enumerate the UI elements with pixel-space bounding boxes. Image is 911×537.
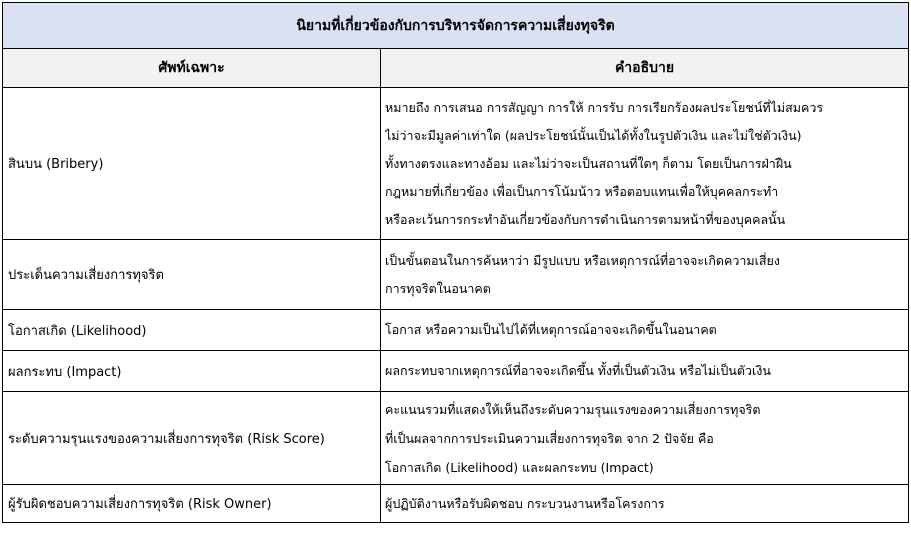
term-cell: ระดับความรุนแรงของความเสี่ยงการทุจริต (Risk Score) bbox=[3, 392, 381, 485]
term-cell: ผลกระทบ (Impact) bbox=[3, 351, 381, 392]
table-title-row bbox=[3, 3, 909, 49]
description-line: กฎหมายที่เกี่ยวข้อง เพื่อเป็นการโน้มน้าว หรือตอบแทนเพื่อให้บุคคลกระทำ bbox=[385, 183, 779, 199]
description-line: การทุจริตในอนาคต bbox=[385, 280, 491, 296]
description-cell bbox=[381, 485, 909, 523]
term-cell: สินบน (Bribery) bbox=[3, 88, 381, 240]
term-cell: ผู้รับผิดชอบความเสี่ยงการทุจริต (Risk Owner) bbox=[3, 485, 381, 523]
term-cell: ประเด็นความเสี่ยงการทุจริต bbox=[3, 240, 381, 310]
table-row bbox=[3, 88, 909, 240]
description-line: ผลกระทบจากเหตุการณ์ที่อาจจะเกิดขึ้น ทั้งที่เป็นตัวเงิน หรือไม่เป็นตัวเงิน bbox=[385, 363, 771, 378]
description-line: เป็นขั้นตอนในการค้นหาว่า มีรูปแบบ หรือเหตุการณ์ที่อาจจะเกิดความเสี่ยง bbox=[385, 252, 780, 268]
description-line: หมายถึง การเสนอ การสัญญา การให้ การรับ การเรียกร้องผลประโยชน์ที่ไม่สมควร bbox=[385, 99, 824, 115]
table-row bbox=[3, 392, 909, 485]
description-cell bbox=[381, 310, 909, 351]
description-cell bbox=[381, 351, 909, 392]
column-header-description: คำอธิบาย bbox=[381, 49, 909, 88]
description-line: หรือละเว้นการกระทำอันเกี่ยวข้องกับการดำเนินการตามหน้าที่ของบุคคลนั้น bbox=[385, 211, 786, 227]
table-row bbox=[3, 240, 909, 310]
table-row bbox=[3, 485, 909, 523]
column-header-term: ศัพท์เฉพาะ bbox=[3, 49, 381, 88]
description-cell bbox=[381, 240, 909, 310]
definitions-table-container bbox=[2, 2, 908, 523]
table-row bbox=[3, 310, 909, 351]
description-line: คะแนนรวมที่แสดงให้เห็นถึงระดับความรุนแรงของความเสี่ยงการทุจริต bbox=[385, 401, 761, 417]
description-cell bbox=[381, 88, 909, 240]
description-line: โอกาสเกิด (Likelihood) และผลกระทบ (Impact) bbox=[385, 459, 654, 475]
description-line: ไม่ว่าจะมีมูลค่าเท่าใด (ผลประโยชน์นั้นเป็นได้ทั้งในรูปตัวเงิน และไม่ใช่ตัวเงิน) bbox=[385, 127, 802, 143]
description-line: ผู้ปฏิบัติงานหรือรับผิดชอบ กระบวนงานหรือโครงการ bbox=[385, 495, 665, 511]
description-line: ทั้งทางตรงและทางอ้อม และไม่ว่าจะเป็นสถานที่ใดๆ ก็ตาม โดยเป็นการฝ่าฝืน bbox=[385, 155, 792, 171]
description-line: ที่เป็นผลจากการประเมินความเสี่ยงการทุจริต จาก 2 ปัจจัย คือ bbox=[385, 430, 714, 446]
table-row bbox=[3, 351, 909, 392]
definitions-table bbox=[2, 2, 909, 523]
table-header-row bbox=[3, 49, 909, 88]
description-cell bbox=[381, 392, 909, 485]
term-cell: โอกาสเกิด (Likelihood) bbox=[3, 310, 381, 351]
table-title: นิยามที่เกี่ยวข้องกับการบริหารจัดการความเสี่ยงทุจริต bbox=[3, 3, 909, 49]
description-line: โอกาส หรือความเป็นไปได้ที่เหตุการณ์อาจจะเกิดขึ้นในอนาคต bbox=[385, 322, 717, 337]
